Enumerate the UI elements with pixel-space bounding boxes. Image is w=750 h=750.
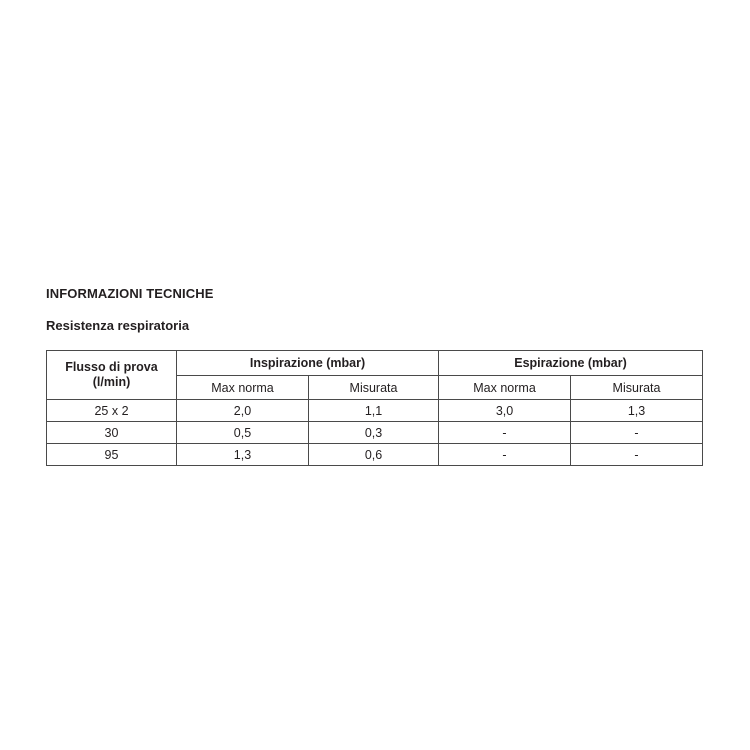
- section-title: INFORMAZIONI TECNICHE: [46, 286, 214, 301]
- expiration-measured-cell: 1,3: [571, 400, 703, 422]
- expiration-max-norm-cell: 3,0: [439, 400, 571, 422]
- inspiration-max-norm-header: Max norma: [177, 376, 309, 400]
- table-row: [47, 422, 703, 444]
- expiration-max-norm-cell: -: [439, 444, 571, 466]
- respiratory-resistance-table: [46, 350, 703, 466]
- flow-header-line1: Flusso di prova: [65, 360, 158, 374]
- inspiration-measured-cell: 0,6: [309, 444, 439, 466]
- expiration-measured-cell: -: [571, 422, 703, 444]
- expiration-header: Espirazione (mbar): [439, 351, 703, 376]
- table-row: [47, 400, 703, 422]
- inspiration-measured-cell: 1,1: [309, 400, 439, 422]
- flow-cell: 25 x 2: [47, 400, 177, 422]
- inspiration-measured-cell: 0,3: [309, 422, 439, 444]
- inspiration-max-norm-cell: 2,0: [177, 400, 309, 422]
- flow-cell: 95: [47, 444, 177, 466]
- inspiration-header: Inspirazione (mbar): [177, 351, 439, 376]
- inspiration-max-norm-cell: 1,3: [177, 444, 309, 466]
- expiration-measured-header: Misurata: [571, 376, 703, 400]
- inspiration-measured-header: Misurata: [309, 376, 439, 400]
- flow-header: [47, 351, 177, 400]
- expiration-max-norm-header: Max norma: [439, 376, 571, 400]
- flow-header-line2: (l/min): [92, 375, 131, 389]
- subsection-title: Resistenza respiratoria: [46, 318, 190, 333]
- table-row: [47, 444, 703, 466]
- expiration-measured-cell: -: [571, 444, 703, 466]
- table-header-row: [47, 351, 703, 376]
- flow-cell: 30: [47, 422, 177, 444]
- expiration-max-norm-cell: -: [439, 422, 571, 444]
- inspiration-max-norm-cell: 0,5: [177, 422, 309, 444]
